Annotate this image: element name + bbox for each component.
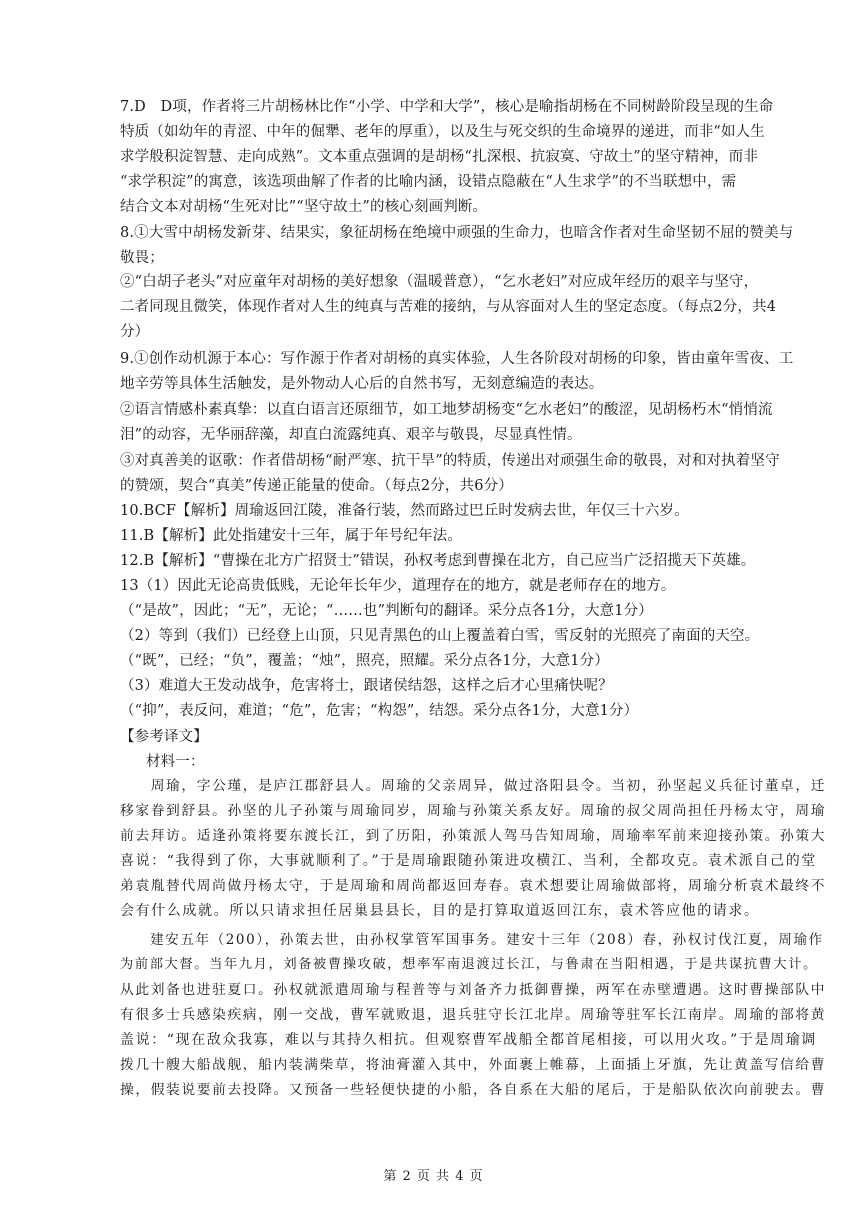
- translation-line: 为前部大督。当年九月，刘备被曹操攻破，想率军南退渡过长江，与鲁肃在当阳相遇，于是共谋抗曹大计。: [120, 957, 818, 972]
- translation-line: 从此刘备也进驻夏口。孙权就派遣周瑜与程普等与刘备齐力抵御曹操，两军在赤壁遭遇。这时曹操部队中: [120, 982, 827, 998]
- answer-8-line: 敬畏；: [120, 250, 164, 266]
- answer-7-line: 求学般积淀智慧、走向成熟”。文本重点强调的是胡杨“扎深根、抗寂寞、守故土”的坚守精神，而非: [120, 149, 758, 165]
- answer-7-line: 特质（如幼年的青涩、中年的倔犟、老年的厚重），以及生与死交织的生命境界的递进，而非“如人生: [120, 124, 765, 140]
- material-label: 材料一：: [146, 754, 205, 770]
- answer-8-line: 分）: [120, 324, 150, 340]
- translation-line: 前去拜访。适逢孙策将要东渡长江，到了历阳，孙策派人驾马告知周瑜，周瑜率军前来迎接孙策。孙策大: [120, 828, 827, 844]
- translation-line: 盖说：“现在敌众我寡，难以与其持久相抗。但观察曹军战船全都首尾相接，可以用火攻。”于是周瑜调: [120, 1032, 817, 1048]
- answer-9-line: ③对真善美的讴歌：作者借胡杨“耐严寒、抗干旱”的特质，传递出对顽强生命的敬畏，对和对执着坚守: [120, 453, 780, 469]
- answer-13-line: （“是故”，因此；“无”，无论；“……也”判断句的翻译。采分点各1分，大意1分）: [120, 603, 653, 619]
- translation-line: 弟袁胤替代周尚做丹杨太守，于是周瑜和周尚都返回寿春。袁术想要让周瑜做部将，周瑜分析袁术最终不: [120, 878, 827, 894]
- answer-11: 11.B【解析】此处指建安十三年，属于年号纪年法。: [120, 528, 462, 544]
- translation-line: 移家眷到舒县。孙坚的儿子孙策与周瑜同岁，周瑜与孙策关系友好。周瑜的叔父周尚担任丹杨太守，周瑜: [120, 803, 827, 819]
- answer-10: 10.BCF【解析】周瑜返回江陵，准备行装，然而路过巴丘时发病去世，年仅三十六岁。: [120, 503, 689, 519]
- answer-9-line: 地辛劳等具体生活触发，是外物动人心后的自然书写，无刻意编造的表达。: [120, 376, 604, 392]
- answer-13-line: （“既”，已经；“负”，覆盖；“烛”，照亮，照耀。采分点各1分，大意1分）: [120, 653, 609, 669]
- translation-line: 周瑜，字公瑾，是庐江郡舒县人。周瑜的父亲周异，做过洛阳县令。当初，孙坚起义兵征讨董卓，迁: [120, 778, 827, 794]
- answer-9-line: 9.①创作动机源于本心：写作源于作者对胡杨的真实体验，人生各阶段对胡杨的印象，皆由童年雪夜、工: [120, 351, 794, 367]
- answer-13-line: （“抑”，表反问，难道；“危”，危害；“构怨”，结怨。采分点各1分，大意1分）: [120, 703, 639, 719]
- translation-line: 建安五年（200），孙策去世，由孙权掌管军国事务。建安十三年（208）春，孙权讨伐江夏，周瑜作: [120, 932, 824, 948]
- answer-9-line: 泪”的动容，无华丽辞藻，却直白流露纯真、艰辛与敬畏，尽显真性情。: [120, 427, 582, 443]
- answer-7-line: 结合文本对胡杨“生死对比”“坚守故土”的核心刻画判断。: [120, 199, 488, 215]
- answer-9-line: ②语言情感朴素真挚：以直白语言还原细节，如工地梦胡杨变“乞水老妇”的酸涩，见胡杨朽木“悄悄流: [120, 402, 773, 418]
- answer-13-line: 13（1）因此无论高贵低贱，无论年长年少，道理存在的地方，就是老师存在的地方。: [120, 578, 676, 594]
- answer-8-line: ②“白胡子老头”对应童年对胡杨的美好想象（温暖普意），“乞水老妇”对应成年经历的艰辛与坚守，: [120, 274, 759, 290]
- answer-7-line: 7.D D项，作者将三片胡杨林比作“小学、中学和大学”，核心是喻指胡杨在不同树龄阶段呈现的生命: [120, 99, 774, 115]
- translation-line: 操，假装说要前去投降。又预备一些轻便快捷的小船，各自系在大船的尾后，于是船队依次向前驶去。曹: [120, 1082, 827, 1098]
- translation-heading: 【参考译文】: [120, 729, 208, 745]
- page-number: 第 2 页 共 4 页: [383, 1169, 484, 1184]
- answer-9-line: 的赞颂，契合“真美”传递正能量的使命。（每点2分，共6分）: [120, 478, 513, 494]
- translation-line: 会有什么成就。所以只请求担任居巢县县长，目的是打算取道返回江东，袁术答应他的请求。: [120, 903, 760, 919]
- answer-8-line: 8.①大雪中胡杨发新芽、结果实，象征胡杨在绝境中顽强的生命力，也暗含作者对生命坚韧不屈的赞美与: [120, 225, 794, 241]
- answer-8-line: 二者同现且微笑，体现作者对人生的纯真与苦难的接纳，与从容面对人生的坚定态度。（每点2分，共4: [120, 299, 777, 315]
- translation-line: 喜说：“我得到了你，大事就顺利了。”于是周瑜跟随孙策进攻横江、当利，全都攻克。袁术派自己的堂: [120, 853, 817, 869]
- answer-7-line: “求学积淀”的寓意，该选项曲解了作者的比喻内涵，设错点隐蔽在“人生求学”的不当联想中，需: [120, 174, 737, 190]
- translation-line: 有很多士兵感染疾病，刚一交战，曹军就败退，退兵驻守长江北岸。周瑜等驻军长江南岸。周瑜的部将黄: [120, 1007, 827, 1023]
- answer-13-line: （2）等到（我们）已经登上山顶，只见青黑色的山上覆盖着白雪，雪反射的光照亮了南面的天空。: [120, 628, 760, 644]
- answer-13-line: （3）难道大王发动战争，危害将士，跟诸侯结怨，这样之后才心里痛快呢？: [120, 678, 613, 694]
- translation-line: 拨几十艘大船战舰，船内装满柴草，将油膏灌入其中，外面裹上帷幕，上面插上牙旗，先让黄盖写信给曹: [120, 1057, 827, 1073]
- answer-12: 12.B【解析】“曹操在北方广招贤士”错误，孙权考虑到曹操在北方，自己应当广泛招揽天下英雄。: [120, 553, 756, 569]
